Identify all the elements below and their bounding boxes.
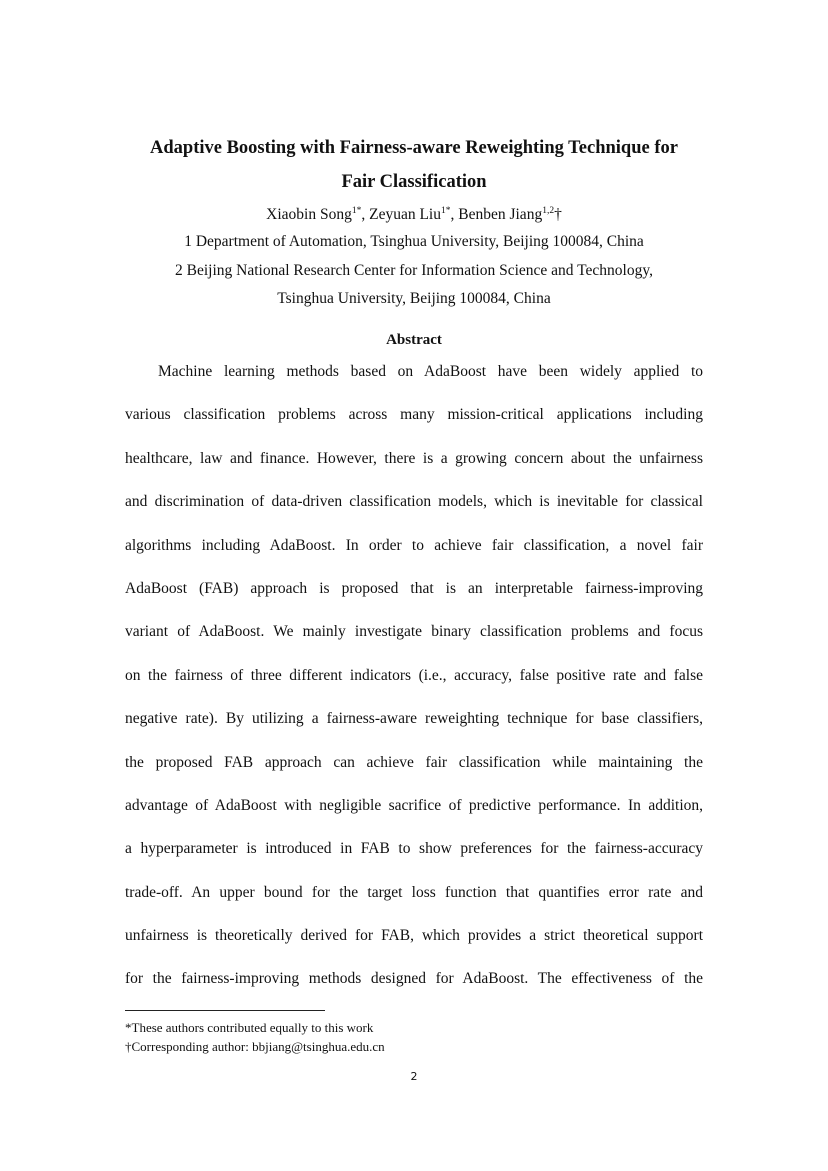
corresponding-author-mark: † bbox=[554, 206, 562, 223]
abstract-line: various classification problems across many mission-critical applications including bbox=[125, 406, 703, 424]
abstract-line: variant of AdaBoost. We mainly investigate binary classification problems and focus bbox=[125, 623, 703, 641]
abstract-line: AdaBoost (FAB) approach is proposed that is an interpretable fairness-improving bbox=[125, 579, 703, 597]
abstract-line: for the fairness-improving methods designed for AdaBoost. The effectiveness of the bbox=[125, 970, 703, 988]
author-separator: , bbox=[361, 206, 370, 223]
abstract-line: negative rate). By utilizing a fairness-aware reweighting technique for base classifiers, bbox=[125, 710, 703, 728]
author-name: Benben Jiang bbox=[458, 206, 543, 223]
author-affiliation-mark: 1,2 bbox=[542, 206, 555, 216]
abstract-line: and discrimination of data-driven classification models, which is inevitable for classical bbox=[125, 493, 703, 511]
author-affiliation-mark: 1* bbox=[351, 206, 362, 216]
author-name: Zeyuan Liu bbox=[369, 206, 441, 223]
author-affiliation-mark: 1* bbox=[441, 206, 451, 216]
author-separator: , bbox=[450, 206, 459, 223]
footnote-corresponding-author: †Corresponding author: bbjiang@tsinghua.edu.cn bbox=[125, 1039, 385, 1054]
title-block bbox=[110, 131, 718, 350]
abstract-line: the proposed FAB approach can achieve fair classification while maintaining the bbox=[125, 753, 703, 771]
abstract-line: advantage of AdaBoost with negligible sacrifice of predictive performance. In addition, bbox=[125, 796, 703, 814]
abstract-line: Machine learning methods based on AdaBoost have been widely applied to bbox=[158, 363, 703, 380]
abstract-body bbox=[125, 361, 703, 1012]
abstract-line: healthcare, law and finance. However, there is a growing concern about the unfairness bbox=[125, 449, 703, 467]
author-list bbox=[110, 202, 718, 228]
abstract-line: unfairness is theoretically derived for FAB, which provides a strict theoretical support bbox=[125, 927, 703, 945]
author-name: Xiaobin Song bbox=[266, 206, 352, 223]
footnote-divider bbox=[125, 1010, 325, 1011]
affiliation-line: 2 Beijing National Research Center for Information Science and Technology, bbox=[175, 261, 653, 279]
footnotes bbox=[125, 1018, 385, 1056]
affiliation-line: 1 Department of Automation, Tsinghua University, Beijing 100084, China bbox=[184, 233, 644, 250]
paper-title-line-1: Adaptive Boosting with Fairness-aware Reweighting Technique for bbox=[150, 138, 678, 158]
abstract-line: on the fairness of three different indicators (i.e., accuracy, false positive rate and false bbox=[125, 666, 703, 684]
abstract-line: trade-off. An upper bound for the target loss function that quantifies error rate and bbox=[125, 883, 703, 901]
abstract-line: algorithms including AdaBoost. In order to achieve fair classification, a novel fair bbox=[125, 536, 703, 554]
paper-title-line-2: Fair Classification bbox=[341, 172, 487, 192]
abstract-line: a hyperparameter is introduced in FAB to show preferences for the fairness-accuracy bbox=[125, 840, 703, 858]
footnote-equal-contribution: *These authors contributed equally to this work bbox=[125, 1020, 374, 1035]
abstract-heading: Abstract bbox=[386, 331, 442, 348]
page-number: 2 bbox=[410, 1070, 418, 1083]
affiliation-line: Tsinghua University, Beijing 100084, China bbox=[277, 290, 551, 307]
